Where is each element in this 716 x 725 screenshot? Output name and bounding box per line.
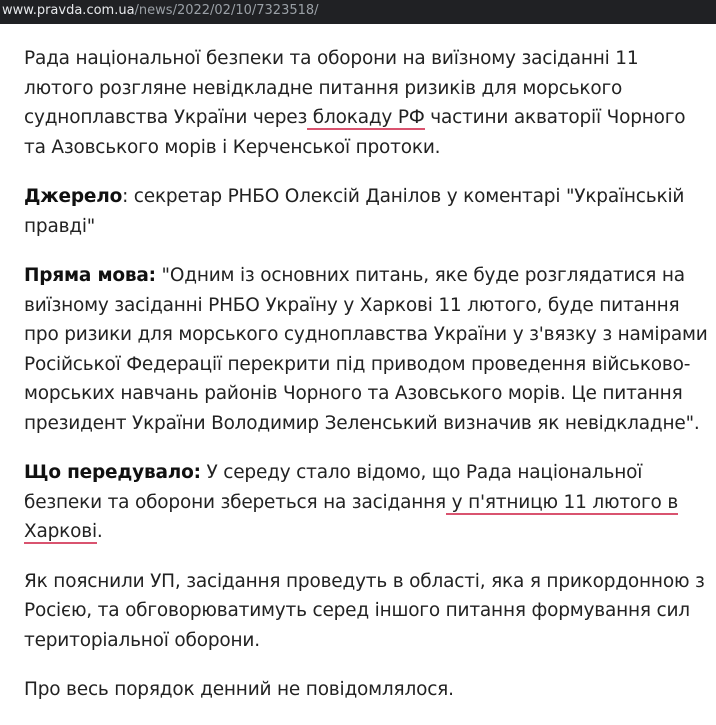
- paragraph-quote: [24, 261, 708, 438]
- url-path: /news/2022/02/10/7323518/: [134, 3, 319, 18]
- article-body: [24, 44, 708, 725]
- background-text-end: .: [96, 521, 103, 542]
- quote-label: Пряма мова:: [24, 265, 156, 286]
- source-text: : секретар РНБО Олексій Данілов у коментарі "Українській правді": [24, 186, 685, 237]
- paragraph-background: [24, 458, 708, 547]
- background-label: Що передувало:: [24, 462, 201, 483]
- paragraph-lead-text-end: частини акваторії Чорного та Азовського морів і Керченської протоки.: [24, 107, 686, 158]
- address-bar[interactable]: [0, 0, 716, 24]
- paragraph-lead-text-start: Рада національної безпеки та оборони на виїзному засіданні 11 лютого розгляне невідкладне питання ризиків для морського судноплавства України через: [24, 48, 639, 128]
- paragraph-explanation: Як пояснили УП, засідання проведуть в області, яка я прикордонною з Росією, та обговорюватимуть серед іншого питання формування сил територіальної оборони.: [24, 570, 705, 651]
- source-label: Джерело: [24, 186, 123, 207]
- paragraph-agenda: Про весь порядок денний не повідомлялося.: [24, 679, 454, 700]
- link-kharkiv-meeting[interactable]: у п'ятницю 11 лютого в Харкові: [24, 491, 679, 542]
- link-blockade[interactable]: блокаду РФ: [307, 107, 425, 128]
- background-text-start: У середу стало відомо, що Рада національної безпеки та оборони збереться на засідання: [24, 462, 643, 513]
- paragraph-lead: [24, 44, 708, 162]
- quote-text: "Одним із основних питань, яке буде розглядатися на виїзному засіданні РНБО Україну у Харкові 11 лютого, буде питання про ризики для морського судноплавства України у з'вязку з намірами Російської Федерації перекрити під приводом проведення військово-морських навчань районів Чорного та Азовського морів. Це питання президент України Володимир Зеленський визначив як невідкладне".: [24, 265, 708, 434]
- paragraph-source: [24, 182, 708, 241]
- url-host: www.pravda.com.ua: [2, 3, 135, 18]
